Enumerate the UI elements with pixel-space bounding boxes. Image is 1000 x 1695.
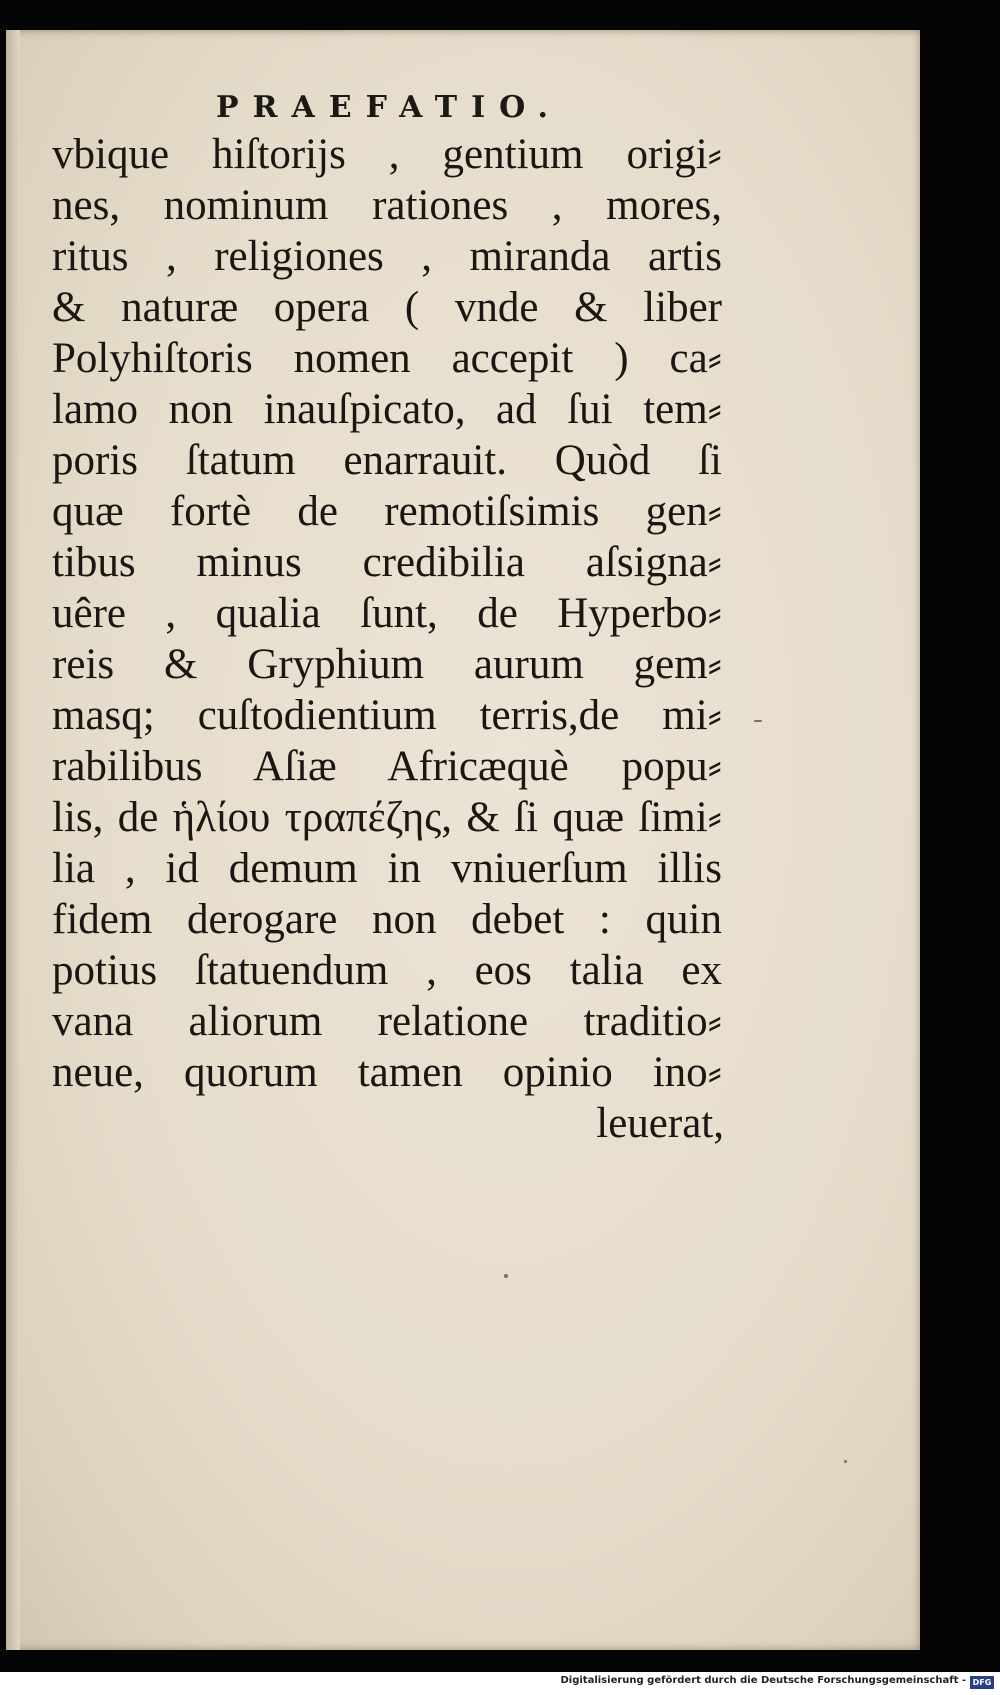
paper-speck — [504, 1274, 508, 1278]
text-line: lamo non inauſpicato, ad ſui tem⸗ — [52, 386, 722, 433]
text-line: nes, nominum rationes , mores, — [52, 182, 722, 229]
text-line: vbique hiſtorijs , gentium origi⸗ — [52, 131, 722, 178]
text-line: reis & Gryphium aurum gem⸗ — [52, 641, 722, 688]
catchword: leuerat, — [596, 1100, 724, 1147]
text-line: poris ſtatum enarrauit. Quòd ſi — [52, 437, 722, 484]
page-binding-edge — [6, 30, 20, 1650]
text-line: uêre , qualia ſunt, de Hyperbo⸗ — [52, 590, 722, 637]
text-line: & naturæ opera ( vnde & liber — [52, 284, 722, 331]
dfg-logo: DFG — [970, 1676, 994, 1689]
text-line: lia , id demum in vniuerſum illis — [52, 845, 722, 892]
text-line: vana aliorum relatione traditio⸗ — [52, 998, 722, 1045]
text-line: masq; cuſtodientium terris,de mi⸗ — [52, 692, 722, 739]
text-line: rabilibus Aſiæ Africæquè popu⸗ — [52, 743, 722, 790]
text-line: quæ fortè de remotiſsimis gen⸗ — [52, 488, 722, 535]
text-line: ritus , religiones , miranda artis — [52, 233, 722, 280]
text-line: neue, quorum tamen opinio ino⸗ — [52, 1049, 722, 1096]
text-line: potius ſtatuendum , eos talia ex — [52, 947, 722, 994]
running-header: PRAEFATIO. — [216, 90, 562, 125]
book-page — [6, 30, 920, 1650]
text-line: fidem derogare non debet : quin — [52, 896, 722, 943]
text-line: tibus minus credibilia aſsigna⸗ — [52, 539, 722, 586]
paper-speck — [754, 720, 762, 722]
paper-speck — [844, 1460, 847, 1463]
text-line: Polyhiſtoris nomen accepit ) ca⸗ — [52, 335, 722, 382]
text-line: lis, de ἡλίου τραπέζης, & ſi quæ ſimi⸗ — [52, 794, 722, 841]
funding-notice: Digitalisierung gefördert durch die Deutsche Forschungsgemeinschaft - — [560, 1675, 966, 1686]
